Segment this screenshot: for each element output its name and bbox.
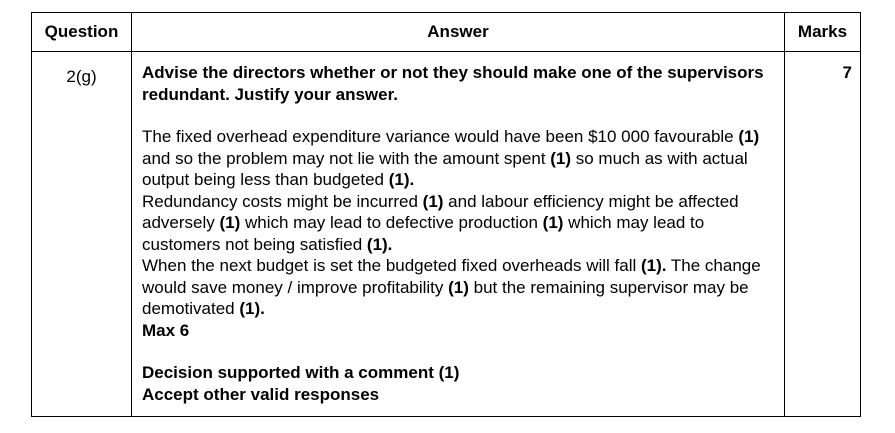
mark-indicator: (1). <box>239 299 265 318</box>
mark-indicator: (1). <box>640 256 667 275</box>
table-row <box>32 52 861 417</box>
answer-text: The change would save money / improve profitability <box>142 256 761 297</box>
question-column-header: Question <box>32 13 132 52</box>
answer-text: Redundancy costs might be incurred <box>142 191 423 211</box>
answer-text: and so the problem may not lie with the amount spent <box>142 148 551 168</box>
spacer <box>142 105 774 126</box>
answer-text: so much as with actual output being less than budgeted <box>142 148 748 189</box>
mark-indicator: (1). <box>388 170 415 189</box>
answer-cell <box>132 52 785 417</box>
answer-paragraph-1 <box>142 126 774 191</box>
answer-paragraph-2 <box>142 191 774 256</box>
answer-text: When the next budget is set the budgeted fixed overheads will fall <box>142 256 641 275</box>
max-marks-note: Max 6 <box>142 320 190 340</box>
mark-indicator: (1) <box>738 127 760 146</box>
question-number-cell: 2(g) <box>32 52 132 417</box>
question-prompt: Advise the directors whether or not they should make one of the supervisors redundant. Justify your answer. <box>142 63 764 104</box>
answer-text: which may lead to defective production <box>240 213 543 232</box>
marks-cell: 7 <box>785 52 861 417</box>
answer-text: which may lead to customers not being satisfied <box>142 213 705 254</box>
mark-indicator: (1) <box>542 213 564 232</box>
mark-indicator: (1) <box>550 148 572 168</box>
mark-indicator: (1). <box>366 234 393 254</box>
mark-indicator: (1) <box>219 213 241 232</box>
mark-indicator: (1) <box>448 277 469 297</box>
answer-column-header: Answer <box>132 13 785 52</box>
header-row <box>32 13 861 52</box>
answer-text: but the remaining supervisor may be demotivated <box>142 277 749 318</box>
mark-indicator: (1) <box>422 191 444 211</box>
answer-text: and labour efficiency might be affected adversely <box>142 191 739 232</box>
answer-paragraph-3 <box>142 255 774 320</box>
answer-text: The fixed overhead expenditure variance would have been $10 000 favourable <box>142 127 739 146</box>
accept-note: Accept other valid responses <box>142 384 380 404</box>
spacer <box>142 341 774 362</box>
marks-column-header: Marks <box>785 13 861 52</box>
decision-note: Decision supported with a comment (1) <box>142 363 460 382</box>
mark-scheme-table <box>31 12 861 417</box>
